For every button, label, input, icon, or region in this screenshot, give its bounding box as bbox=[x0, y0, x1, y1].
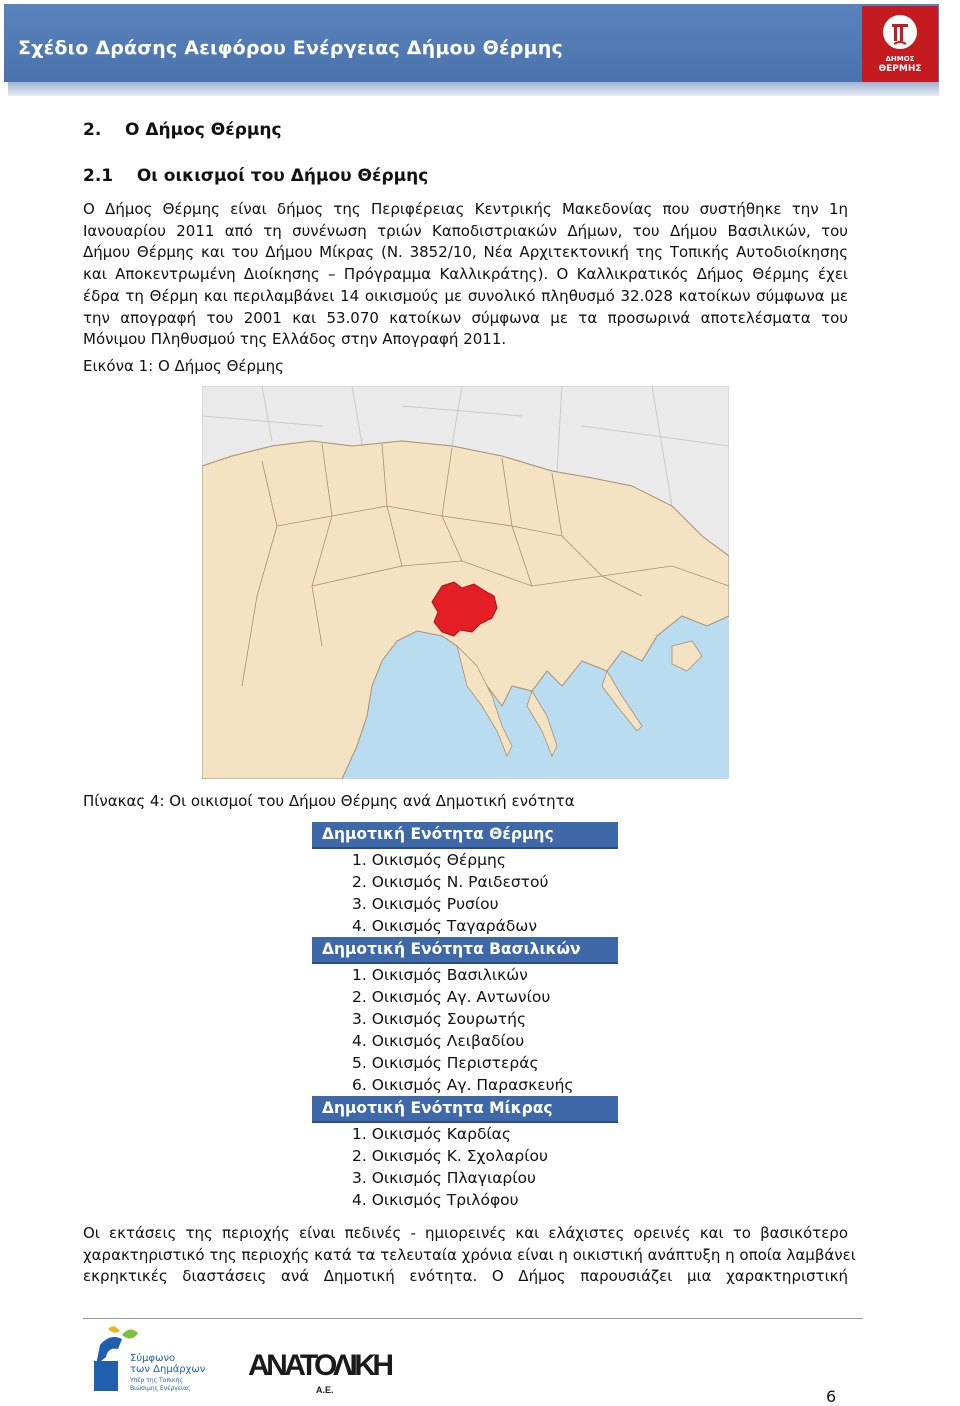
paragraph-line: Ο Δήμος Θέρμης είναι δήμος της Περιφέρειας Κεντρικής Μακεδονίας που συστήθηκε την 1η bbox=[83, 200, 848, 218]
document-title: Σχέδιο Δράσης Αειφόρου Ενέργειας Δήμου Θέρμης bbox=[18, 37, 563, 59]
paragraph-line: Μόνιμου Πληθυσμού της Ελλάδος στην Απογραφή 2011. bbox=[83, 330, 507, 349]
settlement-row: 1. Οικισμός Θέρμης bbox=[352, 851, 506, 869]
logo-line: Σύμφωνο bbox=[130, 1353, 176, 1364]
section-number: 2. bbox=[83, 120, 102, 140]
subsection-title: Οι οικισμοί του Δήμου Θέρμης bbox=[136, 166, 429, 186]
logo-label: ΔΗΜΟΣ bbox=[885, 55, 915, 63]
paragraph-line: Οι εκτάσεις της περιοχής είναι πεδινές - ημιορεινές και ελάχιστες ορεινές και το βασικότερο bbox=[83, 1224, 848, 1242]
subsection-number: 2.1 bbox=[83, 166, 114, 186]
settlement-row: 1. Οικισμός Βασιλικών bbox=[352, 966, 528, 984]
page-number: 6 bbox=[826, 1387, 837, 1406]
section-heading bbox=[83, 120, 282, 140]
logo-line: Υπέρ της Τοπικής bbox=[130, 1377, 183, 1384]
settlement-row: 5. Οικισμός Περιστεράς bbox=[352, 1054, 539, 1072]
group-header: Δημοτική Ενότητα Θέρμης bbox=[312, 822, 618, 849]
group-header: Δημοτική Ενότητα Μίκρας bbox=[312, 1096, 618, 1123]
logo-line: των Δημάρχων bbox=[130, 1364, 206, 1375]
settlement-row: 3. Οικισμός Σουρωτής bbox=[352, 1010, 527, 1028]
paragraph-line: εκρηκτικές διαστάσεις ανά Δημοτική ενότητα. Ο Δήμος παρουσιάζει μια χαρακτηριστική bbox=[83, 1267, 848, 1286]
anatoliki-logo bbox=[248, 1323, 398, 1399]
footer-divider bbox=[83, 1318, 863, 1319]
settlement-row: 3. Οικισμός Ρυσίου bbox=[352, 895, 499, 913]
settlement-row: 6. Οικισμός Αγ. Παρασκευής bbox=[352, 1076, 574, 1094]
settlement-row: 4. Οικισμός Ταγαράδων bbox=[352, 917, 537, 935]
settlement-row: 2. Οικισμός Αγ. Αντωνίου bbox=[352, 988, 551, 1006]
company-suffix: Α.Ε. bbox=[316, 1385, 334, 1395]
settlement-row: 2. Οικισμός Ν. Ραιδεστού bbox=[352, 873, 549, 891]
building-icon bbox=[96, 1337, 122, 1365]
logo-name: ΘΕΡΜΗΣ bbox=[878, 64, 922, 74]
paragraph-line: Ιανουαρίου 2011 από τη συνένωση τριών Καποδιστριακών Δήμων, του Δήμου Βασιλικών, του bbox=[83, 221, 848, 240]
company-name: ΑΝΑΤΟΛΙΚΗ bbox=[248, 1349, 394, 1382]
group-header: Δημοτική Ενότητα Βασιλικών bbox=[312, 937, 618, 964]
settlement-row: 2. Οικισμός Κ. Σχολαρίου bbox=[352, 1147, 548, 1165]
region-map bbox=[202, 386, 729, 779]
table-caption: Πίνακας 4: Οι οικισμοί του Δήμου Θέρμης ανά Δημοτική ενότητα bbox=[83, 792, 575, 810]
settlement-row: 4. Οικισμός Τριλόφου bbox=[352, 1191, 519, 1209]
intro-paragraph bbox=[83, 199, 848, 351]
section-title: Ο Δήμος Θέρμης bbox=[124, 120, 282, 140]
paragraph-line: την απογραφή του 2001 και 53.070 κατοίκων σύμφωνα με τα προσωρινά αποτελέσματα του bbox=[83, 308, 848, 327]
subsection-heading bbox=[83, 166, 428, 186]
paragraph-line: χαρακτηριστικό της περιοχής κατά τα τελευταία χρόνια είναι η οικιστική ανάπτυξη η οποία λαμβάνει bbox=[83, 1245, 856, 1264]
paragraph-line: και Αποκεντρωμένη Διοίκησης – Πρόγραμμα Καλλικράτης). Ο Καλλικρατικός Δήμος Θέρμης έχει bbox=[83, 265, 848, 284]
settlement-row: 4. Οικισμός Λειβαδίου bbox=[352, 1032, 525, 1050]
figure-caption: Εικόνα 1: Ο Δήμος Θέρμης bbox=[83, 357, 284, 375]
covenant-of-mayors-logo bbox=[88, 1325, 210, 1397]
paragraph-line: Δήμου Θέρμης και του Δήμου Μίκρας (Ν. 3852/10, Νέα Αρχιτεκτονική της Τοπικής Αυτοδιοίκησης bbox=[83, 243, 848, 262]
municipality-emblem-icon bbox=[862, 6, 938, 56]
municipality-logo bbox=[862, 6, 938, 82]
settlement-row: 3. Οικισμός Πλαγιαρίου bbox=[352, 1169, 536, 1187]
landscape-paragraph bbox=[83, 1223, 856, 1288]
header-shadow bbox=[8, 82, 939, 96]
settlements-table bbox=[312, 822, 618, 1211]
settlement-row: 1. Οικισμός Καρδίας bbox=[352, 1125, 511, 1143]
logo-line: Βιώσιμης Ενέργειας bbox=[130, 1385, 191, 1392]
paragraph-line: έδρα τη Θέρμη και περιλαμβάνει 14 οικισμούς με συνολικό πληθυσμό 32.028 κατοίκων σύμφωνα με bbox=[83, 286, 848, 305]
